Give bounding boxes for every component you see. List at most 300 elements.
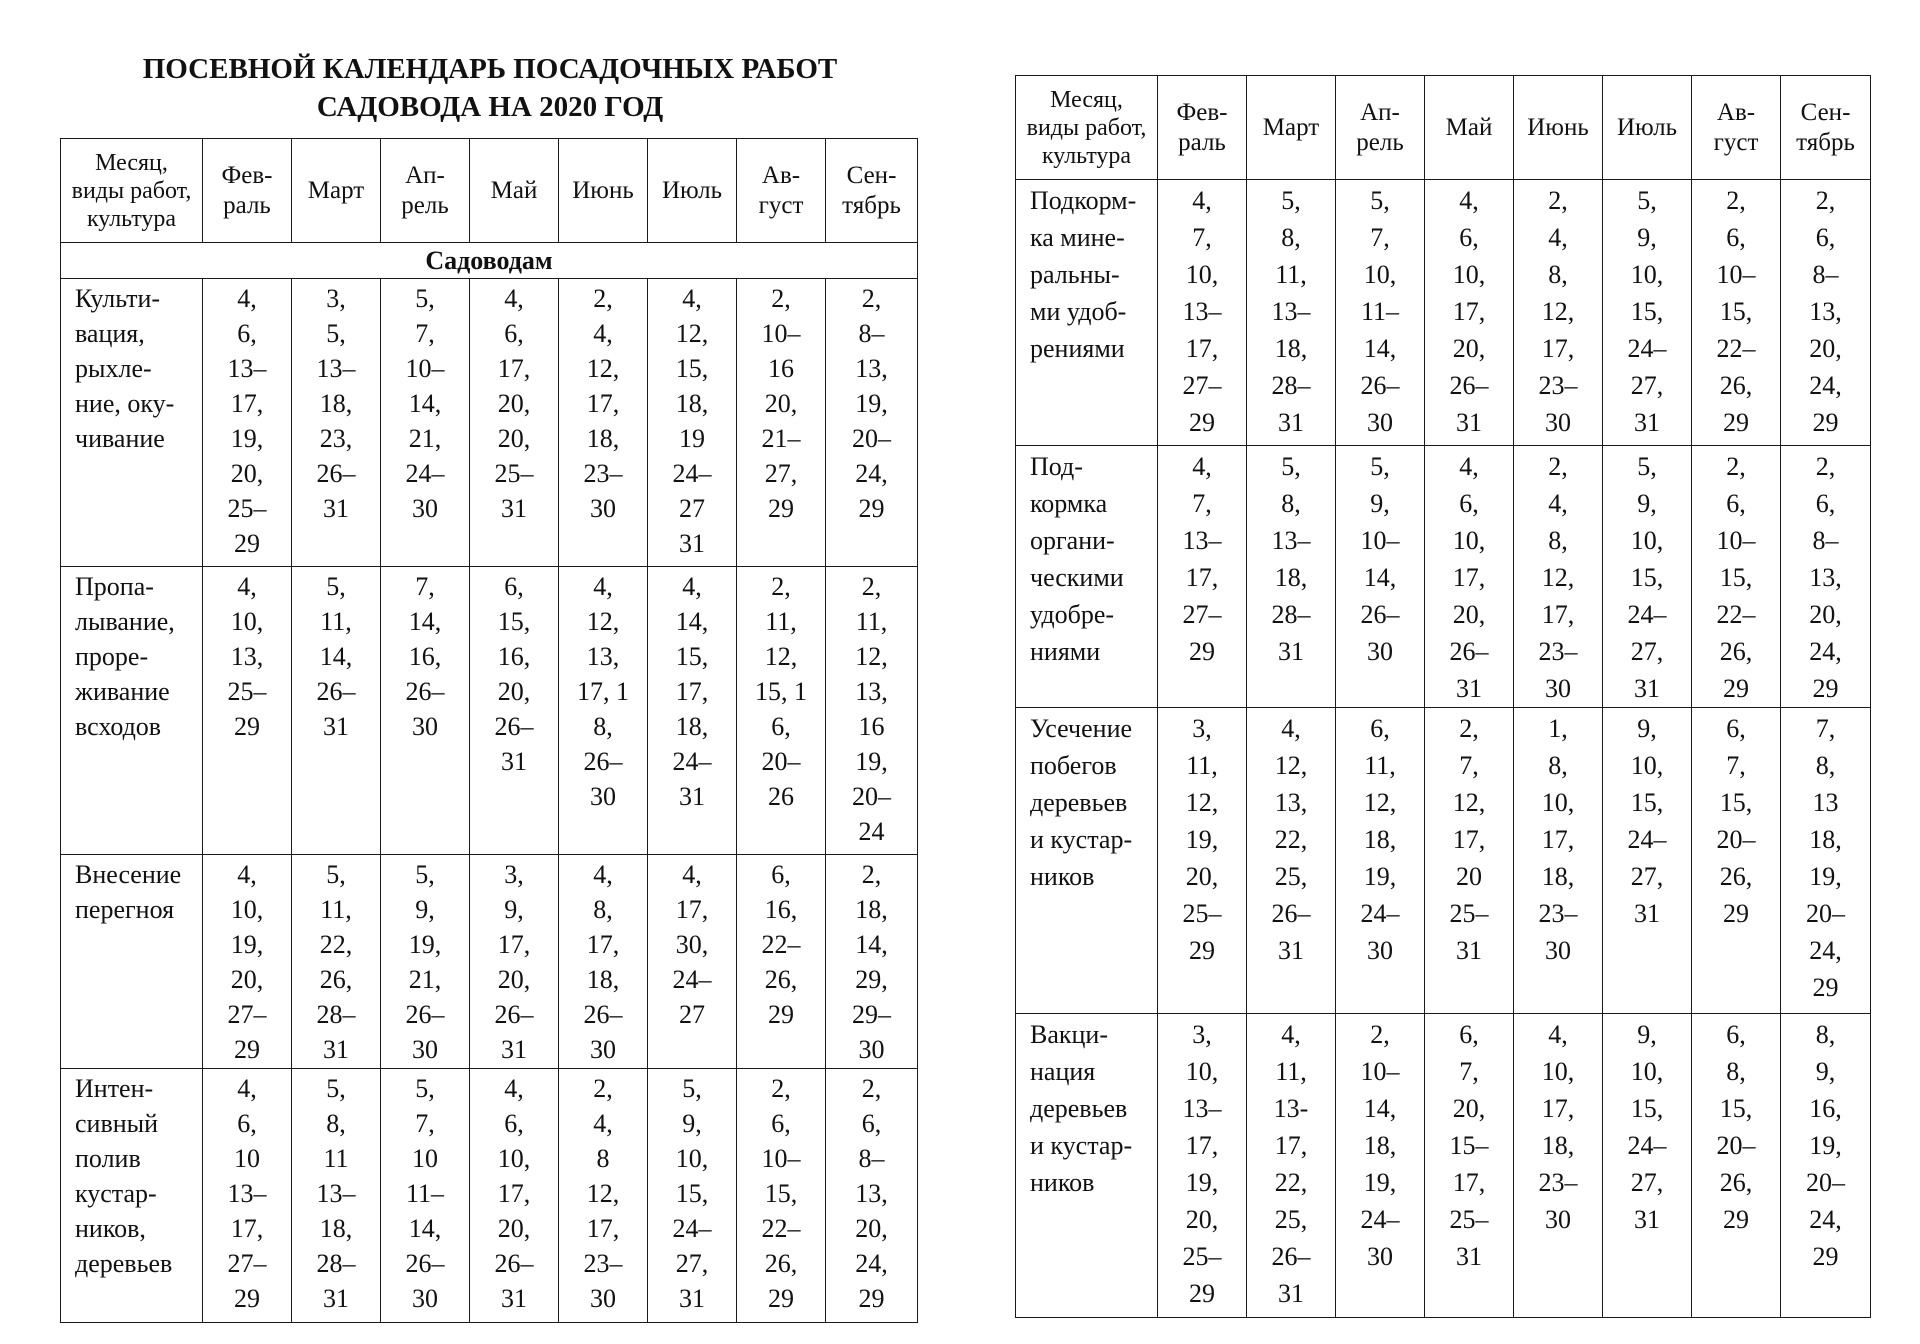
cell-line: 20,	[1809, 334, 1842, 363]
cell-line: 2,	[1726, 452, 1746, 481]
cell-line: 29	[1723, 408, 1749, 437]
cell-line: 10,	[1363, 260, 1397, 289]
cell-line: 13,	[855, 1179, 888, 1208]
cell-line: 23–	[1538, 1168, 1578, 1197]
cell-line: 4,	[237, 284, 257, 313]
cell-line: Июнь	[1527, 113, 1589, 141]
cell-line: Фев-	[221, 161, 273, 189]
cell-line: 4,	[1548, 223, 1568, 252]
cell-line: 13,	[855, 354, 888, 383]
days-cell	[1781, 1014, 1871, 1318]
cell-line: 13–	[1182, 1094, 1222, 1123]
cell-line: 29	[768, 1284, 794, 1313]
cell-line: 26–	[494, 1000, 534, 1029]
cell-line: 4,	[1548, 1020, 1568, 1049]
cell-line: 15,	[1630, 788, 1664, 817]
cell-line: 14,	[675, 607, 709, 636]
month-header	[381, 139, 470, 243]
cell-line: 11,	[1186, 751, 1218, 780]
cell-line: 17, 1	[577, 677, 629, 706]
month-header	[826, 139, 918, 243]
cell-line: 31	[679, 529, 705, 558]
cell-line: 10,	[1630, 1057, 1664, 1086]
cell-line: 15,	[1719, 788, 1753, 817]
cell-line: 6,	[1726, 223, 1746, 252]
cell-line: 24,	[1809, 1205, 1842, 1234]
days-cell	[203, 855, 292, 1069]
days-cell	[648, 855, 737, 1069]
cell-line: 10,	[1452, 260, 1486, 289]
cell-line: 29	[234, 712, 260, 741]
cell-line: 26–	[316, 459, 356, 488]
cell-line: 15,	[675, 354, 709, 383]
month-header	[1514, 76, 1603, 180]
cell-line: живание	[75, 677, 170, 706]
cell-line: 4,	[593, 319, 613, 348]
cell-line: 17,	[586, 930, 620, 959]
month-header	[292, 139, 381, 243]
month-header	[1247, 76, 1336, 180]
cell-line: 26–	[405, 1249, 445, 1278]
cell-line: 20,	[1185, 1205, 1219, 1234]
cell-line: Пропа-	[75, 572, 154, 601]
days-cell	[648, 567, 737, 855]
cell-line: 30	[858, 1035, 885, 1064]
cell-line: 30	[412, 494, 438, 523]
cell-line: 29	[858, 494, 885, 523]
cell-line: 26,	[1719, 862, 1753, 891]
days-cell	[381, 855, 470, 1069]
cell-line: 30	[412, 1284, 438, 1313]
right-rows	[1016, 180, 1871, 1318]
days-cell	[1692, 1014, 1781, 1318]
cell-line: 12,	[1541, 563, 1575, 592]
cell-line: 20–	[1716, 825, 1756, 854]
cell-line: 18,	[855, 895, 888, 924]
days-cell	[292, 1069, 381, 1323]
cell-line: 19,	[1363, 1168, 1397, 1197]
cell-line: 10,	[497, 1144, 531, 1173]
cell-line: 17,	[1541, 334, 1575, 363]
month-header	[203, 139, 292, 243]
cell-line: 4,	[682, 860, 702, 889]
cell-line: 20,	[1452, 600, 1486, 629]
cell-line: 27,	[1630, 637, 1664, 666]
cell-line: 20–	[1806, 899, 1845, 928]
cell-line: 26,	[1719, 637, 1753, 666]
days-cell	[1781, 446, 1871, 708]
cell-line: 13–	[227, 1179, 267, 1208]
right-calendar-table	[1015, 75, 1871, 1318]
cell-line: 12,	[586, 607, 620, 636]
cell-line: Сен-	[1800, 98, 1851, 126]
cell-line: 16,	[1809, 1094, 1842, 1123]
days-cell	[381, 279, 470, 567]
work-type-cell	[1016, 708, 1158, 1014]
days-cell	[559, 567, 648, 855]
days-cell	[1158, 1014, 1247, 1318]
cell-line: 3,	[1192, 1020, 1212, 1049]
cell-line: 21–	[761, 424, 801, 453]
days-cell	[1247, 1014, 1336, 1318]
cell-line: 17,	[230, 389, 264, 418]
cell-line: 1,	[1548, 714, 1568, 743]
cell-line: 28–	[316, 1000, 356, 1029]
cell-line: 8–	[858, 1144, 885, 1173]
cell-line: 6,	[771, 1109, 791, 1138]
cell-line: деревьев	[1030, 1094, 1128, 1123]
cell-line: 20,	[497, 1214, 531, 1243]
days-cell	[826, 1069, 918, 1323]
cell-line: 26–	[1360, 371, 1400, 400]
days-cell	[1603, 1014, 1692, 1318]
cell-line: 12,	[586, 1179, 620, 1208]
cell-line: 24–	[1627, 600, 1667, 629]
days-cell	[648, 279, 737, 567]
cell-line: 23–	[1538, 637, 1578, 666]
cell-line: 6,	[1815, 489, 1836, 518]
days-cell	[470, 1069, 559, 1323]
cell-line: 16,	[408, 642, 442, 671]
cell-line: раль	[223, 191, 271, 219]
cell-line: 24–	[1627, 1131, 1667, 1160]
cell-line: Июль	[662, 176, 722, 204]
cell-line: 12,	[1274, 751, 1308, 780]
work-type-cell	[61, 855, 203, 1069]
cell-line: 26–	[583, 747, 623, 776]
cell-line: Сен-	[846, 161, 897, 189]
cell-line: 17,	[1541, 600, 1575, 629]
cell-line: 15,	[1719, 297, 1753, 326]
cell-line: 20	[1456, 862, 1482, 891]
cell-line: 27,	[1630, 371, 1664, 400]
cell-line: ческими	[1030, 563, 1124, 592]
cell-line: культура	[1041, 142, 1132, 169]
cell-line: 11,	[1275, 260, 1307, 289]
cell-line: 26–	[494, 712, 534, 741]
cell-line: 12,	[586, 354, 620, 383]
cell-line: 31	[323, 1284, 349, 1313]
cell-line: 6,	[504, 1109, 524, 1138]
cell-line: ников	[1030, 862, 1095, 891]
cell-line: 17,	[1541, 1094, 1575, 1123]
cell-line: 20–	[852, 424, 891, 453]
cell-line: 10	[234, 1144, 260, 1173]
cell-line: 2,	[1548, 186, 1568, 215]
cell-line: 2,	[771, 1074, 791, 1103]
cell-line: Июль	[1617, 113, 1677, 141]
cell-line: 29	[1723, 899, 1749, 928]
left-calendar-table	[60, 138, 918, 1323]
cell-line: 25–	[1182, 899, 1222, 928]
cell-line: 15,	[675, 1179, 709, 1208]
cell-line: 13-	[1273, 1094, 1309, 1123]
cell-line: 2,	[1459, 714, 1479, 743]
cell-line: 29	[1812, 1242, 1839, 1271]
cell-line: 19,	[230, 930, 264, 959]
cell-line: раль	[1178, 128, 1226, 156]
cell-line: 17,	[230, 1214, 264, 1243]
cell-line: 26,	[319, 965, 353, 994]
cell-line: 18,	[1809, 825, 1842, 854]
cell-line: 10,	[1630, 260, 1664, 289]
cell-line: 13–	[1271, 526, 1311, 555]
cell-line: 25–	[1182, 1242, 1222, 1271]
cell-line: густ	[1713, 128, 1759, 156]
cell-line: 4,	[504, 284, 524, 313]
cell-line: 25,	[1274, 862, 1308, 891]
cell-line: 31	[323, 494, 349, 523]
cell-line: 9,	[682, 1109, 702, 1138]
cell-line: 26,	[764, 1249, 798, 1278]
cell-line: 15,	[1630, 297, 1664, 326]
cell-line: 4,	[237, 572, 257, 601]
cell-line: перегноя	[75, 895, 175, 924]
cell-line: 9,	[1637, 223, 1657, 252]
cell-line: 10–	[1360, 526, 1400, 555]
cell-line: 31	[1634, 1205, 1660, 1234]
cell-line: 31	[501, 494, 527, 523]
cell-line: 9,	[415, 895, 435, 924]
cell-line: 15–	[1449, 1131, 1489, 1160]
cell-line: лывание,	[75, 607, 175, 636]
cell-line: 7,	[415, 319, 435, 348]
cell-line: 16,	[764, 895, 798, 924]
cell-line: 15, 1	[755, 677, 807, 706]
cell-line: 24	[858, 817, 885, 846]
cell-line: 13,	[1274, 788, 1308, 817]
cell-line: 26,	[1719, 371, 1753, 400]
cell-line: 12,	[855, 642, 888, 671]
cell-line: 4,	[504, 1074, 524, 1103]
cell-line: 5,	[415, 1074, 435, 1103]
cell-line: 8,	[1548, 526, 1568, 555]
cell-line: 27	[679, 494, 705, 523]
cell-line: 20,	[497, 677, 531, 706]
cell-line: 20,	[230, 965, 264, 994]
cell-line: 30	[1545, 408, 1571, 437]
cell-line: 6,	[1459, 1020, 1479, 1049]
cell-line: 30	[412, 1035, 438, 1064]
days-cell	[559, 279, 648, 567]
cell-line: 11,	[765, 607, 797, 636]
month-header	[1425, 76, 1514, 180]
header-row	[61, 139, 918, 243]
cell-line: 30	[590, 1284, 616, 1313]
cell-line: 11,	[855, 607, 888, 636]
cell-line: 27–	[227, 1000, 267, 1029]
cell-line: 28–	[316, 1249, 356, 1278]
cell-line: 10–	[1716, 260, 1756, 289]
cell-line: рыхле-	[75, 354, 152, 383]
cell-line: 10–	[1716, 526, 1756, 555]
cell-line: 17,	[497, 1179, 531, 1208]
cell-line: 26–	[1449, 371, 1489, 400]
cell-line: 8,	[1548, 751, 1568, 780]
cell-line: ников,	[75, 1214, 146, 1243]
cell-line: 10–	[761, 1144, 801, 1173]
cell-line: 22–	[1716, 334, 1756, 363]
cell-line: 17,	[586, 1214, 620, 1243]
cell-line: 11,	[1364, 751, 1396, 780]
cell-line: 31	[1456, 408, 1482, 437]
cell-line: 2,	[593, 284, 613, 313]
cell-line: 6,	[1459, 489, 1479, 518]
cell-line: 17,	[1185, 334, 1219, 363]
cell-line: 4,	[1459, 452, 1479, 481]
cell-line: 15,	[1630, 1094, 1664, 1123]
month-header	[1781, 76, 1871, 180]
cell-line: всходов	[75, 712, 162, 741]
cell-line: 4,	[1281, 714, 1301, 743]
cell-line: 9,	[1637, 489, 1657, 518]
cell-line: 28–	[1271, 371, 1311, 400]
cell-line: 4,	[1548, 489, 1568, 518]
cell-line: 6,	[1370, 714, 1390, 743]
cell-line: 13,	[855, 677, 888, 706]
days-cell	[1603, 446, 1692, 708]
cell-line: 6,	[237, 319, 257, 348]
days-cell	[1514, 180, 1603, 446]
cell-line: 10,	[1185, 1057, 1219, 1086]
cell-line: 23–	[583, 459, 623, 488]
cell-line: 4,	[1192, 186, 1212, 215]
cell-line: органи-	[1030, 526, 1115, 555]
cell-line: 17,	[497, 930, 531, 959]
cell-line: 11,	[320, 607, 352, 636]
cell-line: и кустар-	[1030, 1131, 1133, 1160]
cell-line: 20,	[1185, 862, 1219, 891]
days-cell	[737, 279, 826, 567]
cell-line: Подкорм-	[1030, 186, 1137, 215]
days-cell	[737, 567, 826, 855]
cell-line: 19,	[408, 930, 442, 959]
cell-line: 17,	[1541, 825, 1575, 854]
cell-line: 29	[1189, 637, 1215, 666]
cell-line: 30	[590, 1035, 616, 1064]
cell-line: 29	[858, 1284, 885, 1313]
cell-line: 17,	[1452, 1168, 1486, 1197]
cell-line: 10,	[1541, 788, 1575, 817]
cell-line: 20,	[1452, 334, 1486, 363]
work-type-cell	[1016, 180, 1158, 446]
cell-line: культура	[86, 205, 177, 232]
cell-line: 8,	[1815, 751, 1836, 780]
table-row	[61, 855, 918, 1069]
cell-line: 10,	[675, 1144, 709, 1173]
cell-line: 24,	[1809, 371, 1842, 400]
cell-line: 30	[412, 712, 438, 741]
cell-line: 4,	[593, 1109, 613, 1138]
cell-line: 4,	[593, 860, 613, 889]
cell-line: 29	[1812, 973, 1839, 1002]
cell-line: 30	[1367, 637, 1393, 666]
days-cell	[559, 1069, 648, 1323]
cell-line: ка мине-	[1030, 223, 1125, 252]
cell-line: 20–	[761, 747, 801, 776]
cell-line: 14,	[319, 642, 353, 671]
cell-line: Фев-	[1176, 98, 1228, 126]
cell-line: 31	[1456, 674, 1482, 703]
cell-line: 11	[323, 1144, 349, 1173]
table-row	[61, 567, 918, 855]
cell-line: 19,	[1185, 825, 1219, 854]
cell-line: 10–	[405, 354, 445, 383]
cell-line: Март	[307, 176, 365, 204]
cell-line: 24–	[1627, 334, 1667, 363]
cell-line: 18,	[1363, 1131, 1397, 1160]
cell-line: 7,	[1726, 751, 1746, 780]
cell-line: 30	[590, 494, 616, 523]
cell-line: 9,	[1370, 489, 1390, 518]
cell-line: 13,	[1809, 297, 1842, 326]
cell-line: 17,	[1274, 1131, 1308, 1160]
cell-line: 29	[1189, 936, 1215, 965]
cell-line: 23–	[583, 1249, 623, 1278]
cell-line: 5,	[1637, 186, 1657, 215]
cell-line: Внесение	[75, 860, 182, 889]
cell-line: 2,	[861, 572, 882, 601]
cell-line: 4,	[1281, 1020, 1301, 1049]
cell-line: рель	[401, 191, 449, 219]
days-cell	[292, 855, 381, 1069]
cell-line: 13–	[1271, 297, 1311, 326]
cell-line: Май	[1445, 113, 1493, 141]
cell-line: 2,	[861, 1074, 882, 1103]
cell-line: 19,	[1809, 862, 1842, 891]
cell-line: 29	[768, 1000, 794, 1029]
cell-line: 20,	[1809, 600, 1842, 629]
cell-line: 19,	[1363, 862, 1397, 891]
cell-line: 30	[1545, 1205, 1571, 1234]
cell-line: чивание	[75, 424, 165, 453]
cell-line: 31	[1456, 1242, 1482, 1271]
cell-line: 24–	[1627, 825, 1667, 854]
cell-line: 13–	[316, 354, 356, 383]
cell-line: 18,	[1541, 1131, 1575, 1160]
cell-line: 8,	[1281, 489, 1301, 518]
cell-line: 7,	[415, 572, 435, 601]
cell-line: 22–	[761, 1214, 801, 1243]
cell-line: 20,	[497, 965, 531, 994]
cell-line: 24–	[1360, 1205, 1400, 1234]
cell-line: 17,	[1452, 563, 1486, 592]
days-cell	[1247, 446, 1336, 708]
cell-line: 23–	[1538, 371, 1578, 400]
cell-line: 15,	[1719, 563, 1753, 592]
cell-line: 31	[1634, 674, 1660, 703]
cell-line: 10,	[1185, 260, 1219, 289]
cell-line: вация,	[75, 319, 145, 348]
cell-line: рениями	[1030, 334, 1125, 363]
month-header	[559, 139, 648, 243]
days-cell	[648, 1069, 737, 1323]
cell-line: 10,	[1452, 526, 1486, 555]
cell-line: 17,	[1452, 825, 1486, 854]
work-type-cell	[61, 567, 203, 855]
cell-line: 7,	[1370, 223, 1390, 252]
cell-line: Месяц,	[95, 149, 168, 176]
cell-line: 26–	[405, 1000, 445, 1029]
cell-line: 7,	[1459, 751, 1479, 780]
cell-line: 17,	[497, 354, 531, 383]
cell-line: 25–	[1449, 1205, 1489, 1234]
cell-line: 16,	[497, 642, 531, 671]
cell-line: 8–	[1812, 526, 1839, 555]
cell-line: густ	[758, 191, 804, 219]
cell-line: 24–	[672, 459, 712, 488]
cell-line: 8–	[1812, 260, 1839, 289]
